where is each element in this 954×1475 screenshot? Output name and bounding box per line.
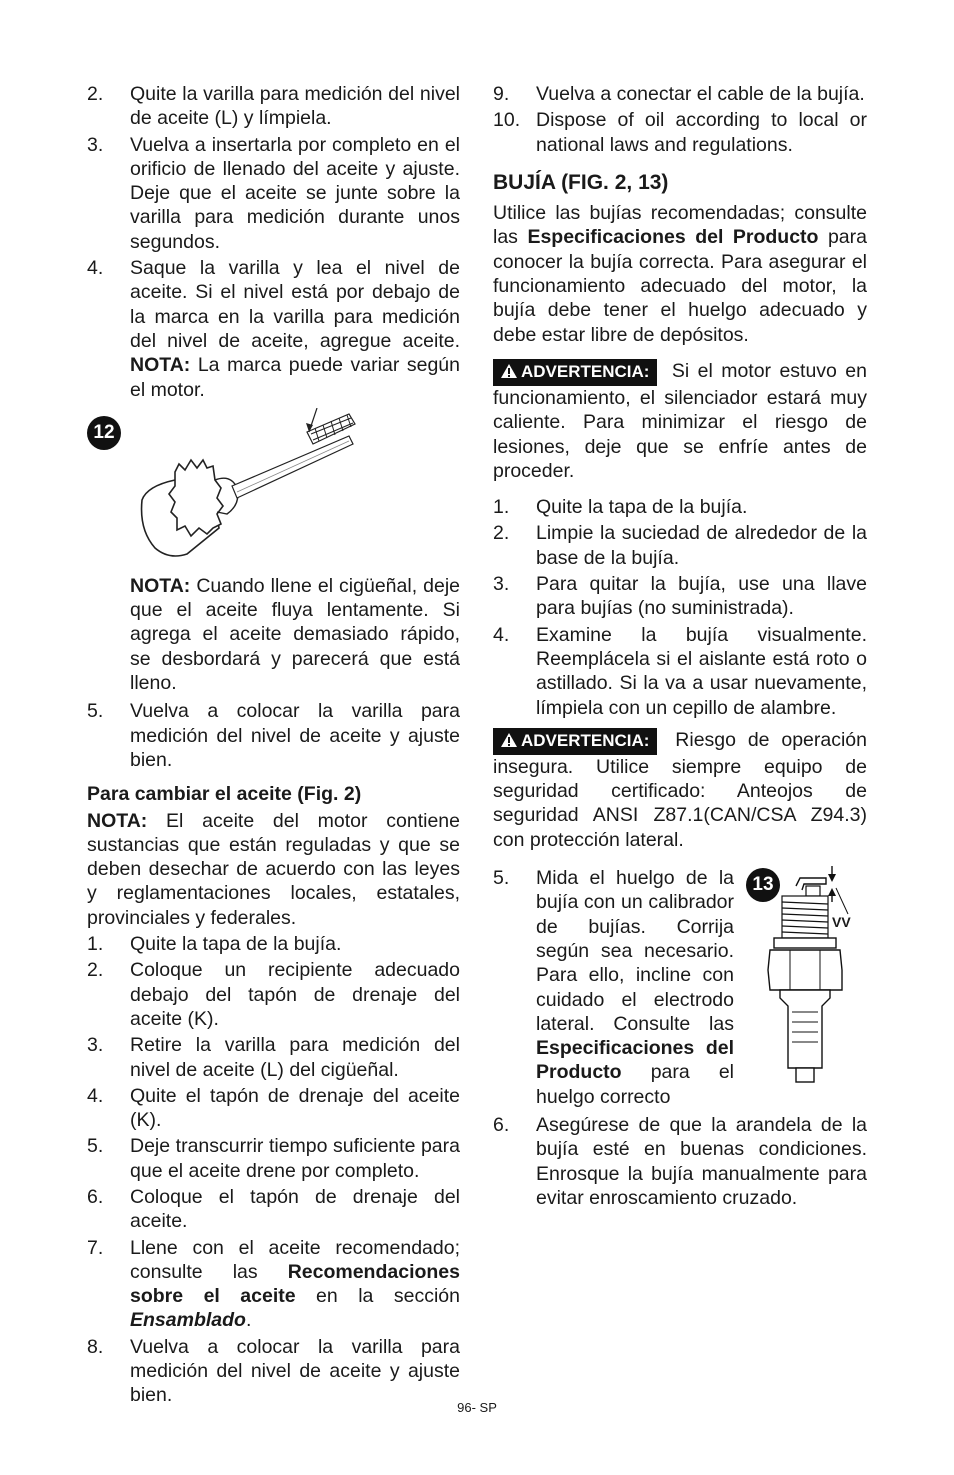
page-number: 96- SP	[457, 1400, 497, 1415]
note-crankcase: NOTA: Cuando llene el cigüeñal, deje que el aceite fluya lentamente. Si agrega el aceite demasiado rápido, se desbordará y parecerá que está lleno.	[130, 574, 460, 695]
figure-number-badge: 12	[87, 416, 121, 450]
warning-badge: ADVERTENCIA:	[493, 728, 657, 755]
list-item: 1. Quite la tapa de la bujía.	[87, 933, 342, 956]
gap-label: VV	[832, 914, 851, 931]
list-item: 5. Deje transcurrir tiempo suficiente para que el aceite drene por completo.	[87, 1135, 460, 1182]
warning-safety-glasses: ADVERTENCIA: Riesgo de operación insegura. Utilice siempre equipo de seguridad certificado: Anteojos de seguridad ANSI Z87.1(CAN/CSA Z94.3) con protección lateral.	[493, 728, 867, 851]
list-item: 2. Coloque un recipiente adecuado debajo del tapón de drenaje del aceite (K).	[87, 959, 460, 1030]
spark-plug-illustration	[734, 866, 866, 1086]
list-item: 6. Asegúrese de que la arandela de la bujía esté en buenas condiciones. Enrosque la bujía manualmente para evitar enroscamiento cruzado.	[493, 1113, 867, 1209]
section-heading-spark-plug: BUJÍA (FIG. 2, 13)	[493, 170, 669, 194]
warning-hot-muffler: ADVERTENCIA: Si el motor estuvo en funcionamiento, el silenciador estará muy caliente. Para minimizar el riesgo de lesiones, deje que se enfríe antes de proceder.	[493, 359, 867, 482]
steps-a	[87, 82, 460, 402]
list-item: 4. Saque la varilla y lea el nivel de aceite. Si el nivel está por debajo de la marca en la varilla para medición del nivel de aceite, agregue aceite. NOTA: La marca puede variar según el motor.	[87, 257, 460, 401]
list-item: 4. Examine la bujía visualmente. Reemplácela si el aislante está roto o astillado. Si la va a usar nuevamente, límpiela con un cepillo de alambre.	[493, 623, 867, 719]
list-item: 9. Vuelva a conectar el cable de la bujía.	[493, 83, 865, 105]
steps-mid	[493, 495, 867, 720]
spark-plug-intro: Utilice las bujías recomendadas; consulte las Especificaciones del Producto para conocer la bujía correcta. Para asegurar el funcionamiento adecuado del motor, la bujía debe tener el huelgo adecuado y debe estar libre de depósitos.	[493, 202, 867, 346]
list-item: 3. Para quitar la bujía, use una llave para bujías (no suministrada).	[493, 573, 867, 620]
list-item: 5. Vuelva a colocar la varilla para medición del nivel de aceite y ajuste bien.	[87, 700, 460, 771]
list-item: 10. Dispose of oil according to local or national laws and regulations.	[493, 109, 867, 156]
list-item: 8. Vuelva a colocar la varilla para medición del nivel de aceite y ajuste bien.	[87, 1335, 460, 1407]
warning-badge: ADVERTENCIA:	[493, 359, 657, 386]
figure-13-spark-plug	[734, 866, 867, 1111]
list-item: 4. Quite el tapón de drenaje del aceite (K).	[87, 1084, 460, 1132]
list-item: 5. Mida el huelgo de la bujía con un calibrador de bujías. Corrija según sea necesario. Para ello, incline con cuidado el electrodo lateral. Consulte las Especificaciones del Producto para el huelgo correcto	[493, 867, 734, 1108]
figure-number-badge: 13	[746, 868, 780, 902]
list-item: 6. Coloque el tapón de drenaje del aceite.	[87, 1185, 460, 1233]
section-heading-change-oil: Para cambiar el aceite (Fig. 2)	[87, 783, 362, 806]
list-item: 1. Quite la tapa de la bujía.	[493, 496, 748, 519]
step5-with-figure-13	[493, 866, 867, 1111]
left-column	[87, 82, 460, 1410]
warning-triangle-icon	[501, 731, 517, 753]
list-item: 2. Limpie la suciedad de alrededor de la base de la bujía.	[493, 522, 867, 569]
list-item: 7. Llene con el aceite recomendado; consulte las Recomendaciones sobre el aceite en la sección Ensamblado.	[87, 1236, 460, 1332]
note-oil-regulation: NOTA: El aceite del motor contiene sustancias que están reguladas y que se deben desechar de acuerdo con las leyes y reglamentaciones locales, estatales, provinciales y federales.	[87, 809, 460, 929]
dipstick-illustration	[87, 408, 460, 570]
warning-triangle-icon	[501, 362, 517, 384]
list-item: 3. Vuelva a insertarla por completo en el orificio de llenado del aceite y ajuste. Deje que el aceite se junte sobre la varilla para medición durante unos segundos.	[87, 133, 460, 253]
right-column	[493, 82, 867, 1212]
figure-12-dipstick	[87, 408, 460, 570]
list-item: 3. Retire la varilla para medición del nivel de aceite (L) del cigüeñal.	[87, 1034, 460, 1081]
list-item: 2. Quite la varilla para medición del nivel de aceite (L) y límpiela.	[87, 83, 460, 130]
steps-b	[87, 932, 460, 1408]
